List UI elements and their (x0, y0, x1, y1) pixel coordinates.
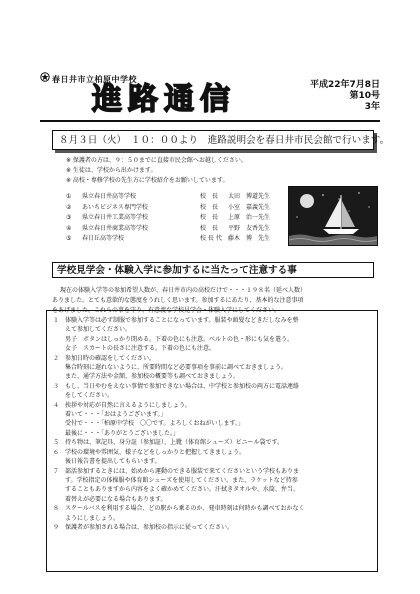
school-row (66, 192, 270, 203)
school-person: 太田 博道 (228, 193, 259, 200)
school-name-cell: 県立春日井工業高等学校 (82, 214, 149, 221)
grade-label: 3年 (364, 102, 380, 112)
rule-line: 受付で・・・「柏原中学校 〇〇です。よろしくおねがいします。」 (65, 420, 245, 428)
school-row (66, 213, 270, 224)
newsletter-title: 進路通信 (92, 82, 236, 117)
school-row (66, 234, 270, 245)
school-honorific: 先生 (258, 214, 271, 221)
rule-line: 後日報告書を提出してもらいます。 (65, 458, 161, 466)
school-role: 校 長 (200, 203, 219, 211)
rule-line: また、通学方法や金額、参加校の概要等も調べておきましょう。 (65, 373, 240, 381)
rule-line: 着いて・・・「おはようございます。」 (65, 411, 167, 419)
schools-list (66, 192, 270, 245)
school-number: ① (66, 193, 72, 200)
school-name-cell: 春日丘高等学校 (82, 235, 125, 242)
section-heading: 学校見学会・体験入学に参加するに当たって注意する事 (52, 262, 374, 278)
issue-number: 第10号 (349, 91, 380, 101)
school-honorific: 先生 (258, 193, 271, 200)
school-row (66, 203, 270, 214)
rule-line: ８ スクールバスを利用する場合、どの駅から乗るのか、発車時刻は何時かも調べておかなく (53, 505, 305, 513)
school-name-cell: 県立春日井商業高等学校 (82, 224, 149, 232)
school-person: 小室 嘉義 (228, 203, 259, 211)
rule-line: をしてください。 (65, 392, 114, 400)
rule-line: 女子 スカートの長さに注意する。下着の色にも注意。 (65, 345, 216, 353)
intro-line: をあげました。これらの事を守り、有意義な学校見学会・体験入学にしてください。 (52, 307, 281, 314)
intro-line: 現在の体験入学等の参加希望人数が、春日井市内の高校だけで・・・１９８名（延べ人数） (60, 287, 307, 294)
note-item: ※ 高校・専修学校の先生方に学校紹介をお願いしています。 (66, 177, 229, 184)
headline-box: ８月３日（火） １０：００より 進路説明会を春日井市民会館で行います。 (52, 130, 374, 150)
school-person: 藤木 博 (228, 235, 253, 242)
school-honorific: 先生 (258, 224, 271, 232)
school-emblem-icon (40, 72, 50, 82)
rules-box (46, 310, 378, 572)
school-person: 平野 友香 (228, 224, 259, 232)
header-divider (40, 120, 380, 122)
notes-list (66, 156, 247, 186)
school-role: 校 長 (200, 214, 219, 221)
rule-line: ６ 学校の環境や雰囲気、様子などをしっかりと把握してきましょう。 (53, 448, 246, 456)
note-item: ※ 生徒は、学校から出かけます。 (66, 167, 157, 174)
school-number: ③ (66, 214, 72, 221)
rule-line: えて参加してください。 (65, 326, 132, 334)
rule-line: 最後に・・・「ありがとうございました。」 (65, 429, 180, 437)
rule-line: することもありますから内容をよく確かめてください。汗拭きタオルや、水筒、弁当、 (65, 486, 299, 494)
rule-line: 集合時刻に遅れないように、所要時間など必要事項を事前に調べておきましょう。 (65, 364, 288, 372)
school-person: 上原 治一 (228, 214, 259, 221)
school-name-cell: 県立春日井高等学校 (82, 193, 137, 200)
rule-line: ２ 参加日時の確認をしてください。 (53, 354, 156, 362)
rule-line: ４ 挨拶や対応が自然に言えるようにしましょう。 (53, 401, 192, 409)
rule-line: ３ もし、当日やむをえない事情で参加できない場合は、中学校と参加校の両方に電話連絡 (53, 382, 300, 390)
rule-line: １ 体験入学等は必ず制服で参加することになっています。服装や頭髪などきだしなみを整 (53, 317, 299, 324)
school-number: ② (66, 203, 72, 211)
rule-line: ７ 部活参加するときには、始めから運動のできる服装で来てくださいという学校もありま (53, 467, 300, 475)
rule-line: 男子 ボタンはしっかり閉める。下着の色にも注意。ベルトの色・形にも気を遣う。 (65, 335, 294, 343)
issue-info (310, 80, 380, 113)
rule-line: す。学校指定の体操服や体育館シューズを使用してください。また、ラケットなど持参 (65, 476, 298, 484)
school-role: 校 長 代 (200, 235, 222, 242)
sailboat-illustration (288, 186, 378, 246)
school-number: ④ (66, 224, 72, 232)
school-row (66, 224, 270, 235)
school-name-cell: あいちビジネス専門学校 (82, 203, 148, 211)
school-role: 校 長 (200, 224, 219, 232)
rule-line: ようにしましょう。 (65, 514, 120, 522)
rule-line: 着替えが必要になる場合もあります。 (65, 495, 167, 503)
school-name: 春日井市立柏原中学校 (52, 75, 137, 84)
school-role: 校 長 (200, 193, 219, 200)
school-honorific: 先生 (258, 235, 271, 242)
rule-line: ９ 保護者が参加される場合は、参加校の指示に従ってください。 (53, 523, 234, 531)
school-number: ⑤ (66, 235, 72, 242)
issue-date: 平成22年7月8日 (309, 80, 380, 90)
note-item: ※ 保護者の方は、９：５０までに直接市民会館へお越しください。 (66, 157, 247, 164)
intro-line: ありました。とても意欲的な態度をうれしく思います。参加するにあたり、基本的な注意事項 (52, 297, 304, 304)
school-honorific: 先生 (258, 203, 271, 211)
rule-line: ５ 持ち物は、筆記具、身分証（参加証）、上靴（体育館シューズ）ビニール袋です。 (53, 439, 283, 447)
